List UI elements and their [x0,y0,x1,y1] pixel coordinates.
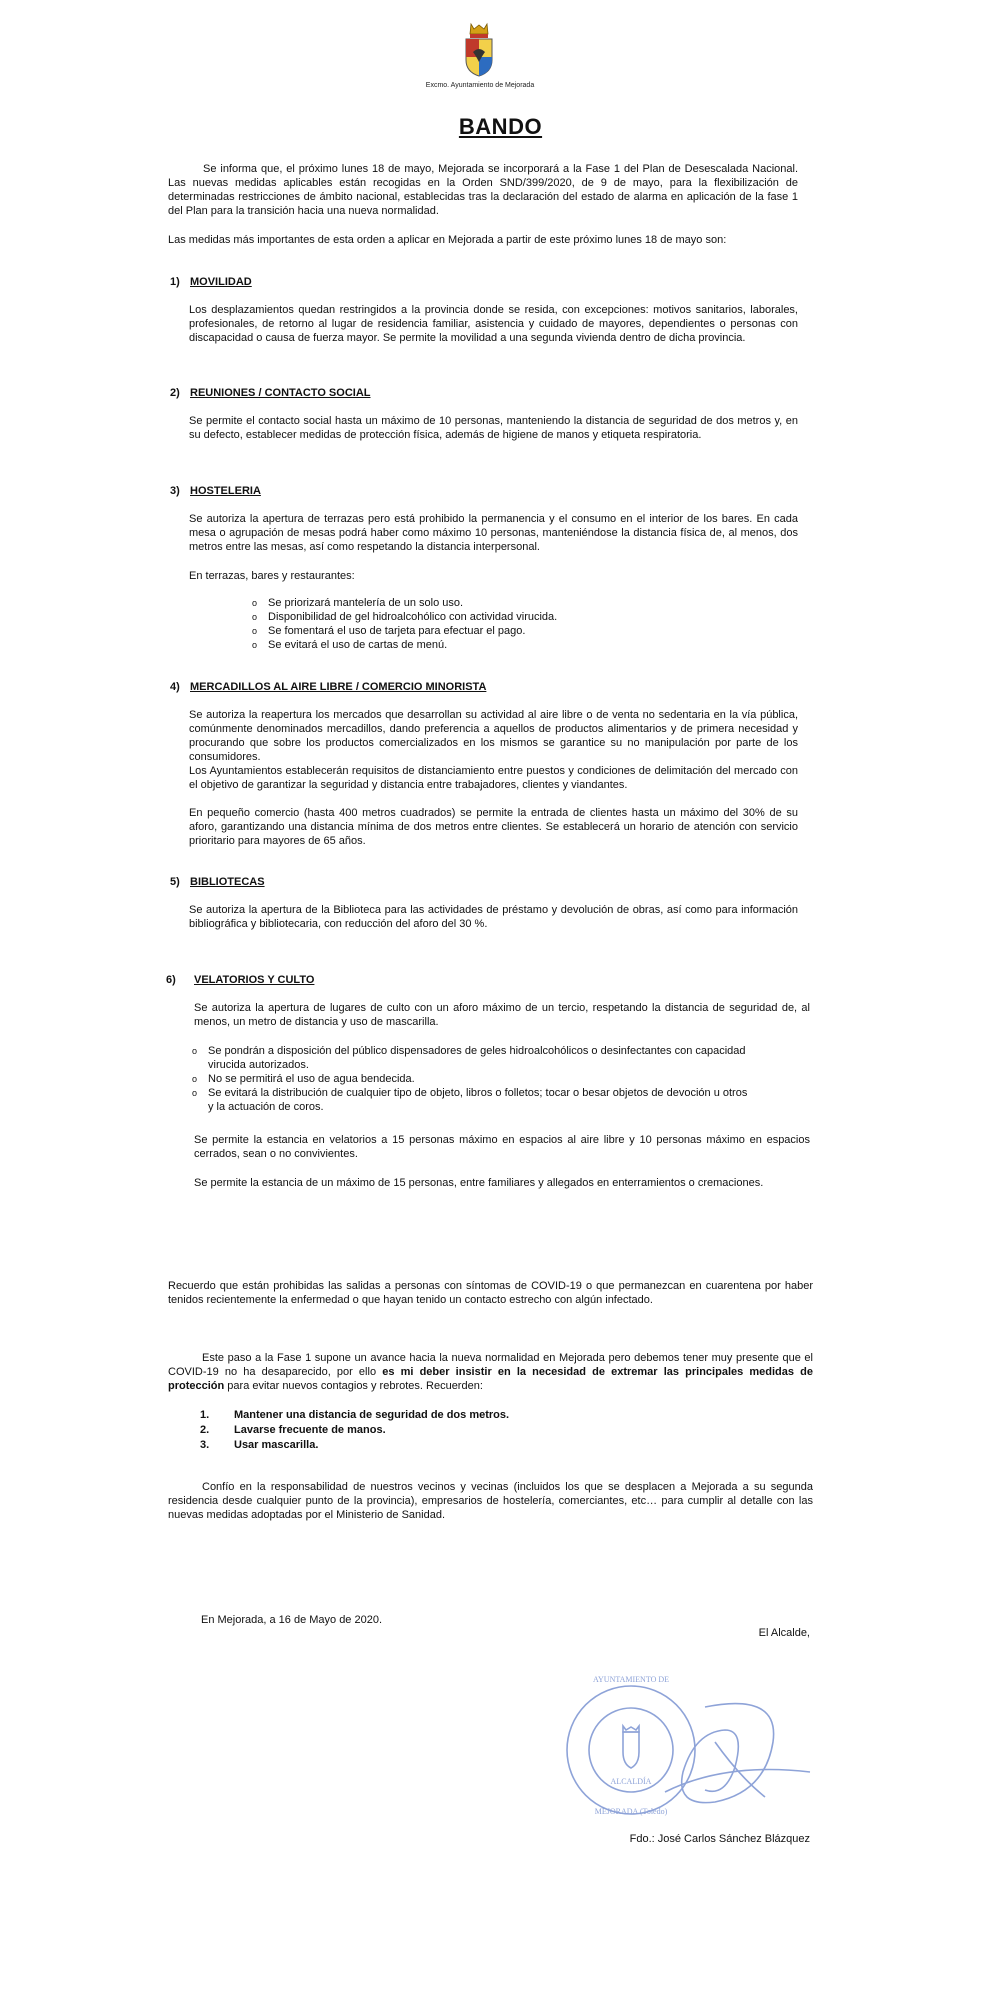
list-item: o Se fomentará el uso de tarjeta para efectuar el pago. [252,624,792,638]
section-heading-movilidad: 1) MOVILIDAD [170,276,252,288]
section-heading-hosteleria: 3) HOSTELERIA [170,485,261,497]
section-text: Se permite el contacto social hasta un máximo de 10 personas, manteniendo la distancia de seguridad de dos metros y, en su defecto, establecer medidas de protección física, además de higiene de manos y etiqueta respiratoria. [189,415,798,441]
official-stamp-and-signature [565,1672,815,1822]
crest-caption: Excmo. Ayuntamiento de Mejorada [425,82,535,89]
measures-list [200,1408,700,1453]
section-text: Los Ayuntamientos establecerán requisitos de distanciamiento entre puestos y condiciones de delimitación del mercado con el objetivo de garantizar la seguridad y distancia entre trabajadores, clientes y viandantes. [189,765,798,791]
phase-paragraph: Este paso a la Fase 1 supone un avance hacia la nueva normalidad en Mejorada pero debemos tener muy presente que el COVID-19 no ha desaparecido, por ello es mi deber insistir en la necesidad de extremar las principales medidas de protección para evitar nuevos contagios y rebrotes. Recuerden: [168,1352,813,1392]
section-text: Se autoriza la reapertura los mercados que desarrollan su actividad al aire libre o de venta no sedentaria en la vía pública, comúnmente denominados mercadillos, dando preferencia a aquellos de productos alimentarios y de primera necesidad y procurando que sobre los productos comercializados en los mismos se garantice su no manipulación por parte de los consumidores. [189,709,798,763]
section-heading-velatorios: 6) VELATORIOS Y CULTO [166,974,315,986]
intro-paragraph: Se informa que, el próximo lunes 18 de mayo, Mejorada se incorporará a la Fase 1 del Plan de Desescalada Nacional. Las nuevas medidas aplicables están recogidas en la Orden SND/399/2020, de 9 de mayo, para la flexibilización de determinadas restricciones de ámbito nacional, establecidas tras la declaración del estado de alarma en aplicación de la fase 1 del Plan para la transición hacia una nueva normalidad. [168,163,798,217]
hosteleria-list [252,596,792,652]
trust-paragraph: Confío en la responsabilidad de nuestros vecinos y vecinas (incluidos los que se desplacen a Mejorada a su segunda residencia desde cualquier punto de la provincia), empresarios de hostelería, comerciantes, etc… para cumplir al detalle con las nuevas medidas adoptadas por el Ministerio de Sanidad. [168,1481,813,1521]
section-heading-mercadillos: 4) MERCADILLOS AL AIRE LIBRE / COMERCIO MINORISTA [170,681,487,693]
section-text: Se permite la estancia en velatorios a 15 personas máximo en espacios al aire libre y 10 personas máximo en espacios cerrados, sean o no convivientes. [194,1134,810,1160]
section-heading-bibliotecas: 5) BIBLIOTECAS [170,876,265,888]
list-item: o No se permitirá el uso de agua bendecida. [192,1072,752,1086]
section-text: Se autoriza la apertura de terrazas pero está prohibido la permanencia y el consumo en el interior de los bares. En cada mesa o agrupación de mesas podrá haber como máximo 10 personas, manteniéndose la distancia física de, al menos, dos metros entre las mesas, así como respetando la distancia interpersonal. [189,513,798,553]
signer-role: El Alcalde, [758,1627,810,1639]
reminder-paragraph: Recuerdo que están prohibidas las salidas a personas con síntomas de COVID-19 o que permanezcan en cuarentena por haber tenidos recientemente la enfermedad o que hayan tenido un contacto estrecho con algún infectado. [168,1280,813,1306]
svg-text:ALCALDÍA: ALCALDÍA [610,1777,652,1786]
list-item: o Disponibilidad de gel hidroalcohólico con actividad virucida. [252,610,792,624]
section-text: Se permite la estancia de un máximo de 15 personas, entre familiares y allegados en enterramientos o cremaciones. [194,1177,764,1189]
page-title: BANDO [458,114,543,139]
coat-of-arms-icon [462,22,496,78]
section-text: En terrazas, bares y restaurantes: [189,570,355,582]
culto-list [192,1044,752,1114]
list-item: 1. Mantener una distancia de seguridad de dos metros. [200,1409,510,1421]
list-item: 2. Lavarse frecuente de manos. [200,1424,386,1436]
list-item: o Se evitará la distribución de cualquier tipo de objeto, libros o folletos; tocar o besar objetos de devoción u otros y la actuación de coros. [192,1086,752,1114]
section-heading-reuniones: 2) REUNIONES / CONTACTO SOCIAL [170,387,371,399]
svg-text:MEJORADA (Toledo): MEJORADA (Toledo) [594,1807,668,1816]
svg-text:AYUNTAMIENTO DE: AYUNTAMIENTO DE [592,1675,670,1684]
list-item: o Se priorizará mantelería de un solo uso. [252,596,792,610]
section-text: Los desplazamientos quedan restringidos a la provincia donde se resida, con excepciones: motivos sanitarios, laborales, profesionales, de retorno al lugar de residencia familiar, asistencia y cuidado de mayores, dependientes o personas con discapacidad o causa de fuerza mayor. Se permite la movilidad a una segunda vivienda dentro de dicha provincia. [189,304,798,344]
list-item: 3. Usar mascarilla. [200,1439,319,1451]
signature-name: Fdo.: José Carlos Sánchez Blázquez [629,1833,810,1845]
emphasis-text: es mi deber insistir en la necesidad de extremar las principales medidas de protección [168,1366,813,1392]
place-date: En Mejorada, a 16 de Mayo de 2020. [201,1614,383,1626]
intro-lead: Las medidas más importantes de esta orden a aplicar en Mejorada a partir de este próximo lunes 18 de mayo son: [168,234,727,246]
list-item: o Se evitará el uso de cartas de menú. [252,638,792,652]
section-text: En pequeño comercio (hasta 400 metros cuadrados) se permite la entrada de clientes hasta un máximo del 30% de su aforo, garantizando una distancia mínima de dos metros entre clientes. Se establecerá un horario de atención con servicio prioritario para mayores de 65 años. [189,807,798,847]
section-text: Se autoriza la apertura de lugares de culto con un aforo máximo de un tercio, respetando la distancia de seguridad de, al menos, un metro de distancia y uso de mascarilla. [194,1002,810,1028]
section-text: Se autoriza la apertura de la Biblioteca para las actividades de préstamo y devolución de obras, así como para información bibliográfica y bibliotecaria, con reducción del aforo del 30 %. [189,904,798,930]
list-item: o Se pondrán a disposición del público dispensadores de geles hidroalcohólicos o desinfectantes con capacidad virucida autorizados. [192,1044,752,1072]
